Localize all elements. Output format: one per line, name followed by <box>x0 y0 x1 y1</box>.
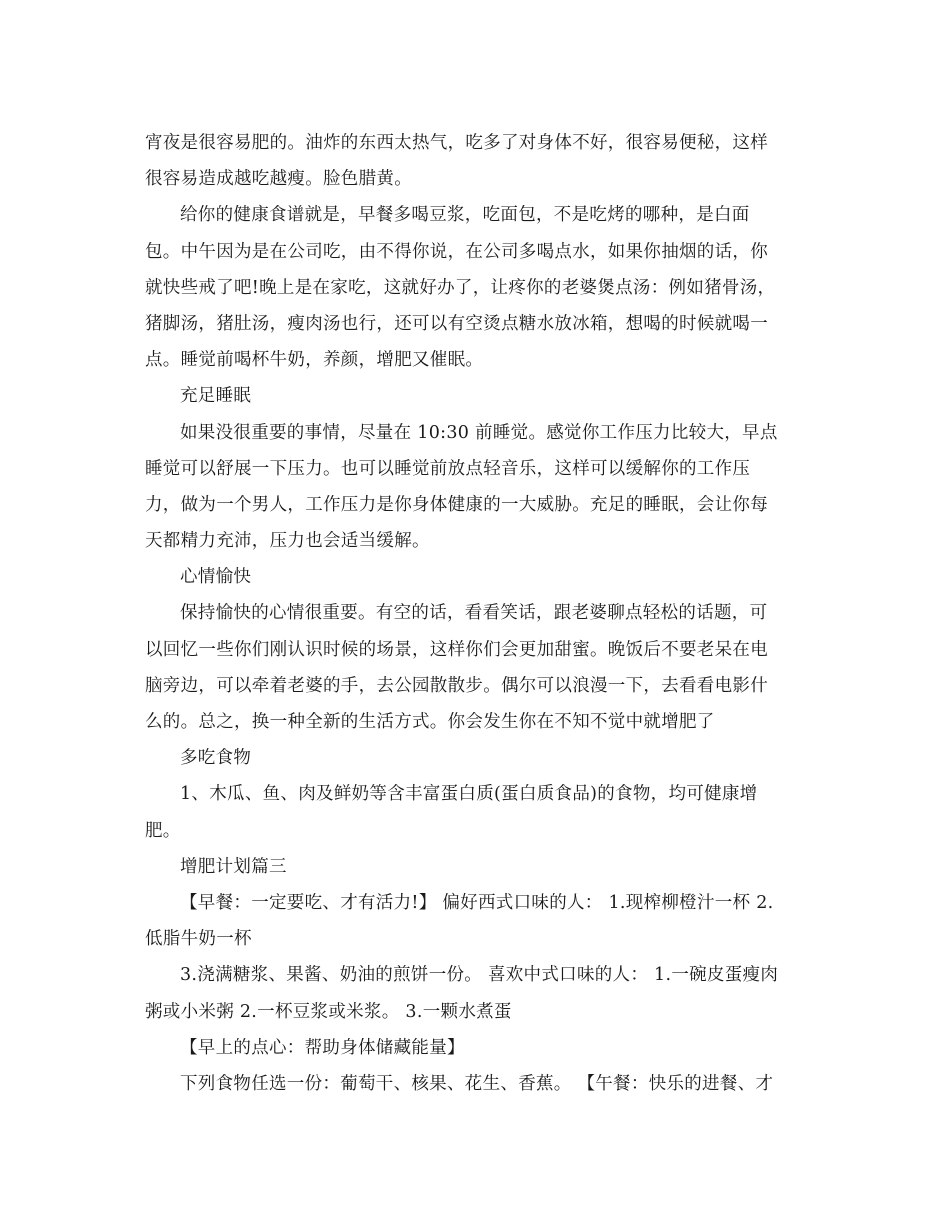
text-line: 给你的健康食谱就是，早餐多喝豆浆，吃面包，不是吃烤的哪种，是白面 <box>180 205 750 226</box>
text-line: 保持愉快的心情很重要。有空的话，看看笑话，跟老婆聊点轻松的话题，可 <box>180 603 768 624</box>
text-line: 宵夜是很容易肥的。油炸的东西太热气，吃多了对身体不好，很容易便秘，这样 <box>145 133 768 153</box>
text-line: 1、木瓜、鱼、肉及鲜奶等含丰富蛋白质(蛋白质食品)的食物，均可健康增 <box>180 784 758 805</box>
text-line: 就快些戒了吧!晚上是在家吃，这就好办了，让疼你的老婆煲点汤：例如猪骨汤， <box>145 277 776 298</box>
text-line: 以回忆一些你们刚认识时候的场景，这样你们会更加甜蜜。晚饭后不要老呆在电 <box>145 639 768 660</box>
section-heading: 多吃食物 <box>180 748 252 769</box>
text-line: 粥或小米粥 2.一杯豆浆或米浆。 3.一颗水煮蛋 <box>145 1001 512 1022</box>
text-line: 睡觉可以舒展一下压力。也可以睡觉前放点轻音乐，这样可以缓解你的工作压 <box>145 458 751 479</box>
section-heading: 心情愉快 <box>180 567 252 588</box>
document-body <box>145 125 805 1102</box>
text-line: 下列食物任选一份：葡萄干、核果、花生、香蕉。 【午餐：快乐的进餐、才 <box>180 1073 774 1094</box>
text-line: 很容易造成越吃越瘦。脸色腊黄。 <box>145 169 412 190</box>
text-line: 天都精力充沛，压力也会适当缓解。 <box>145 531 430 552</box>
section-heading: 充足睡眠 <box>180 386 252 407</box>
text-line: 点。睡觉前喝杯牛奶，养颜，增肥又催眠。 <box>145 350 484 371</box>
text-line: 3.浇满糖浆、果酱、奶油的煎饼一份。 喜欢中式口味的人： 1.一碗皮蛋瘦肉 <box>180 965 779 986</box>
text-line: 【早餐：一定要吃、才有活力!】 偏好西式口味的人： 1.现榨柳橙汁一杯 2. <box>180 892 774 913</box>
text-line: 低脂牛奶一杯 <box>145 929 252 950</box>
text-line: 力，做为一个男人，工作压力是你身体健康的一大威胁。充足的睡眠，会让你每 <box>145 494 768 515</box>
text-line: 如果没很重要的事情，尽量在 10:30 前睡觉。感觉你工作压力比较大，早点 <box>180 422 778 443</box>
text-line: 猪脚汤，猪肚汤，瘦肉汤也行，还可以有空烫点糖水放冰箱，想喝的时候就喝一 <box>145 313 768 334</box>
text-line: 脑旁边，可以牵着老婆的手，去公园散散步。偶尔可以浪漫一下，去看看电影什 <box>145 675 768 696</box>
text-line: 么的。总之，换一种全新的生活方式。你会发生你在不知不觉中就增肥了 <box>145 712 715 732</box>
section-heading: 增肥计划篇三 <box>180 856 287 877</box>
text-line: 包。中午因为是在公司吃，由不得你说，在公司多喝点水，如果你抽烟的话，你 <box>145 241 768 262</box>
text-line: 【早上的点心：帮助身体储藏能量】 <box>180 1037 465 1058</box>
text-line: 肥。 <box>145 820 181 841</box>
